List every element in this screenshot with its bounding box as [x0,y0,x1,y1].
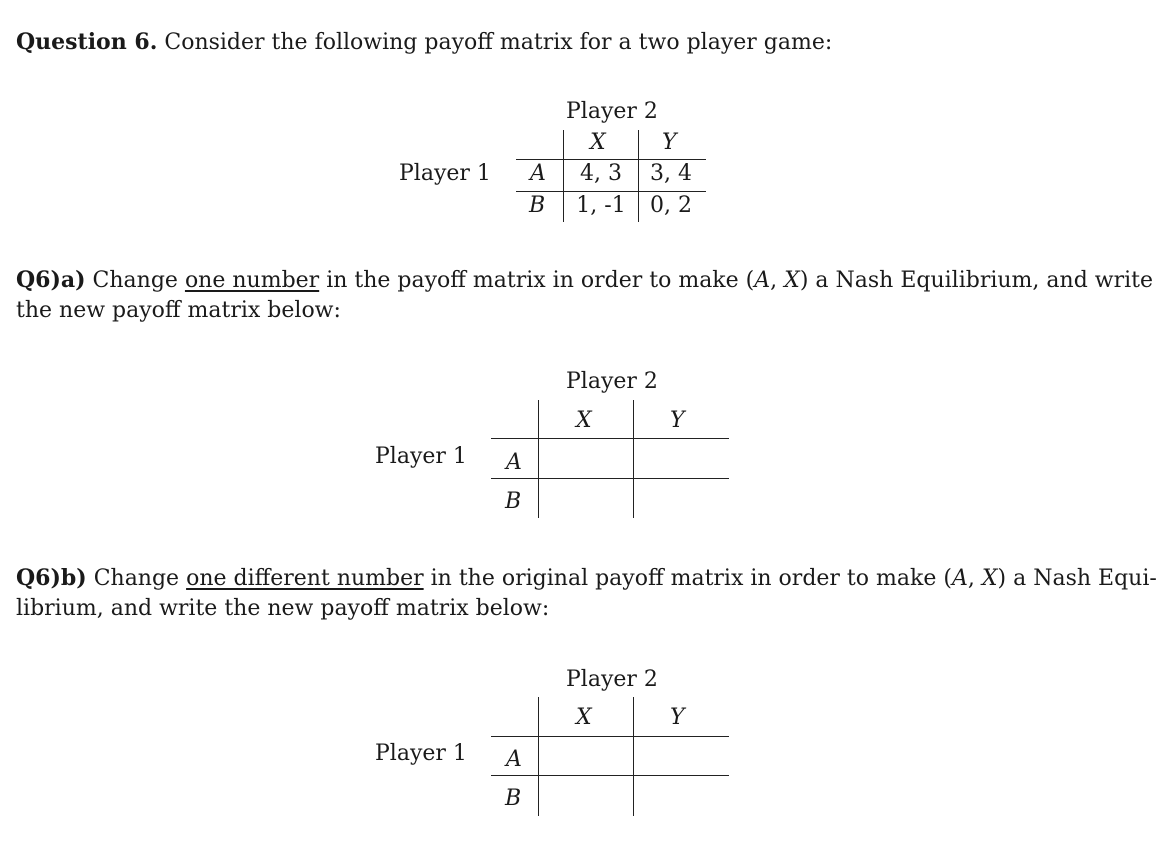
matrix-rule-middle [516,191,706,192]
matrix-cell-a-x: 4, 3 [580,161,622,186]
matrix-a-answer-cell-b-x[interactable] [540,480,633,518]
matrix-b-col-header-y: Y [670,705,685,730]
matrix-b-row-header-a: A [506,747,522,772]
matrix-cell-b-x: 1, -1 [576,193,626,218]
matrix-a-col-header-y: Y [670,408,685,433]
matrix-a-rule-middle [491,478,729,479]
matrix-rule-top [516,159,706,160]
q6a-text-after: in the payoff matrix in order to make [326,268,739,293]
q6b-text-after: in the original payoff matrix in order to make [430,566,937,591]
question-heading [16,28,832,57]
matrix-cell-a-y: 3, 4 [650,161,692,186]
matrix-b-answer-cell-a-x[interactable] [540,738,633,775]
matrix-b-col-header-x: X [576,705,592,730]
matrix-b-col-player-label: Player 2 [566,667,658,692]
q6b-line-1 [16,564,1157,593]
matrix-b-rule-middle [491,775,729,776]
matrix-row-player-label: Player 1 [399,161,491,186]
q6a-underlined: one number [184,268,320,293]
matrix-a-row-header-b: B [505,489,522,514]
q6b-line-2: librium, and write the new payoff matrix below: [16,596,550,621]
matrix-a-col-header-x: X [576,408,592,433]
q6b-text-end: a Nash Equi- [1013,566,1157,591]
q6a-text-before: Change [92,268,178,293]
q6b-label: Q6)b) [16,565,87,591]
matrix-b-answer-cell-b-y[interactable] [635,777,729,815]
matrix-a-rule-left [538,400,539,518]
matrix-a-row-player-label: Player 1 [375,444,467,469]
question-number: Question 6. [16,29,158,55]
matrix-b-row-player-label: Player 1 [375,741,467,766]
matrix-a-rule-right [633,400,634,518]
matrix-rule-left [563,130,564,222]
matrix-a-rule-top [491,438,729,439]
q6a-line-2: the new payoff matrix below: [16,298,341,323]
q6a-line-1 [16,266,1153,295]
matrix-b-rule-left [538,697,539,816]
matrix-a-col-player-label: Player 2 [566,369,658,394]
matrix-b-answer-cell-a-y[interactable] [635,738,729,775]
matrix-col-header-y: Y [662,130,677,155]
matrix-b-rule-top [491,736,729,737]
matrix-b-row-header-b: B [505,786,522,811]
matrix-rule-right [638,130,639,222]
q6b-equilibrium: (A, X) [943,566,1007,591]
matrix-col-player-label: Player 2 [566,99,658,124]
matrix-row-header-a: A [530,161,546,186]
matrix-a-answer-cell-b-y[interactable] [635,480,729,518]
matrix-cell-b-y: 0, 2 [650,193,692,218]
q6a-text-end: a Nash Equilibrium, and write [815,268,1154,293]
question-text: Consider the following payoff matrix for a two player game: [164,30,833,55]
matrix-col-header-x: X [590,130,606,155]
q6b-text-before: Change [93,566,180,591]
matrix-a-answer-cell-a-y[interactable] [635,440,729,478]
matrix-b-rule-right [633,697,634,816]
matrix-b-answer-cell-b-x[interactable] [540,777,633,815]
q6a-label: Q6)a) [16,267,86,293]
matrix-row-header-b: B [529,193,546,218]
matrix-a-row-header-a: A [506,450,522,475]
q6b-underlined: one different number [186,566,424,591]
q6a-equilibrium: (A, X) [745,268,809,293]
matrix-a-answer-cell-a-x[interactable] [540,440,633,478]
